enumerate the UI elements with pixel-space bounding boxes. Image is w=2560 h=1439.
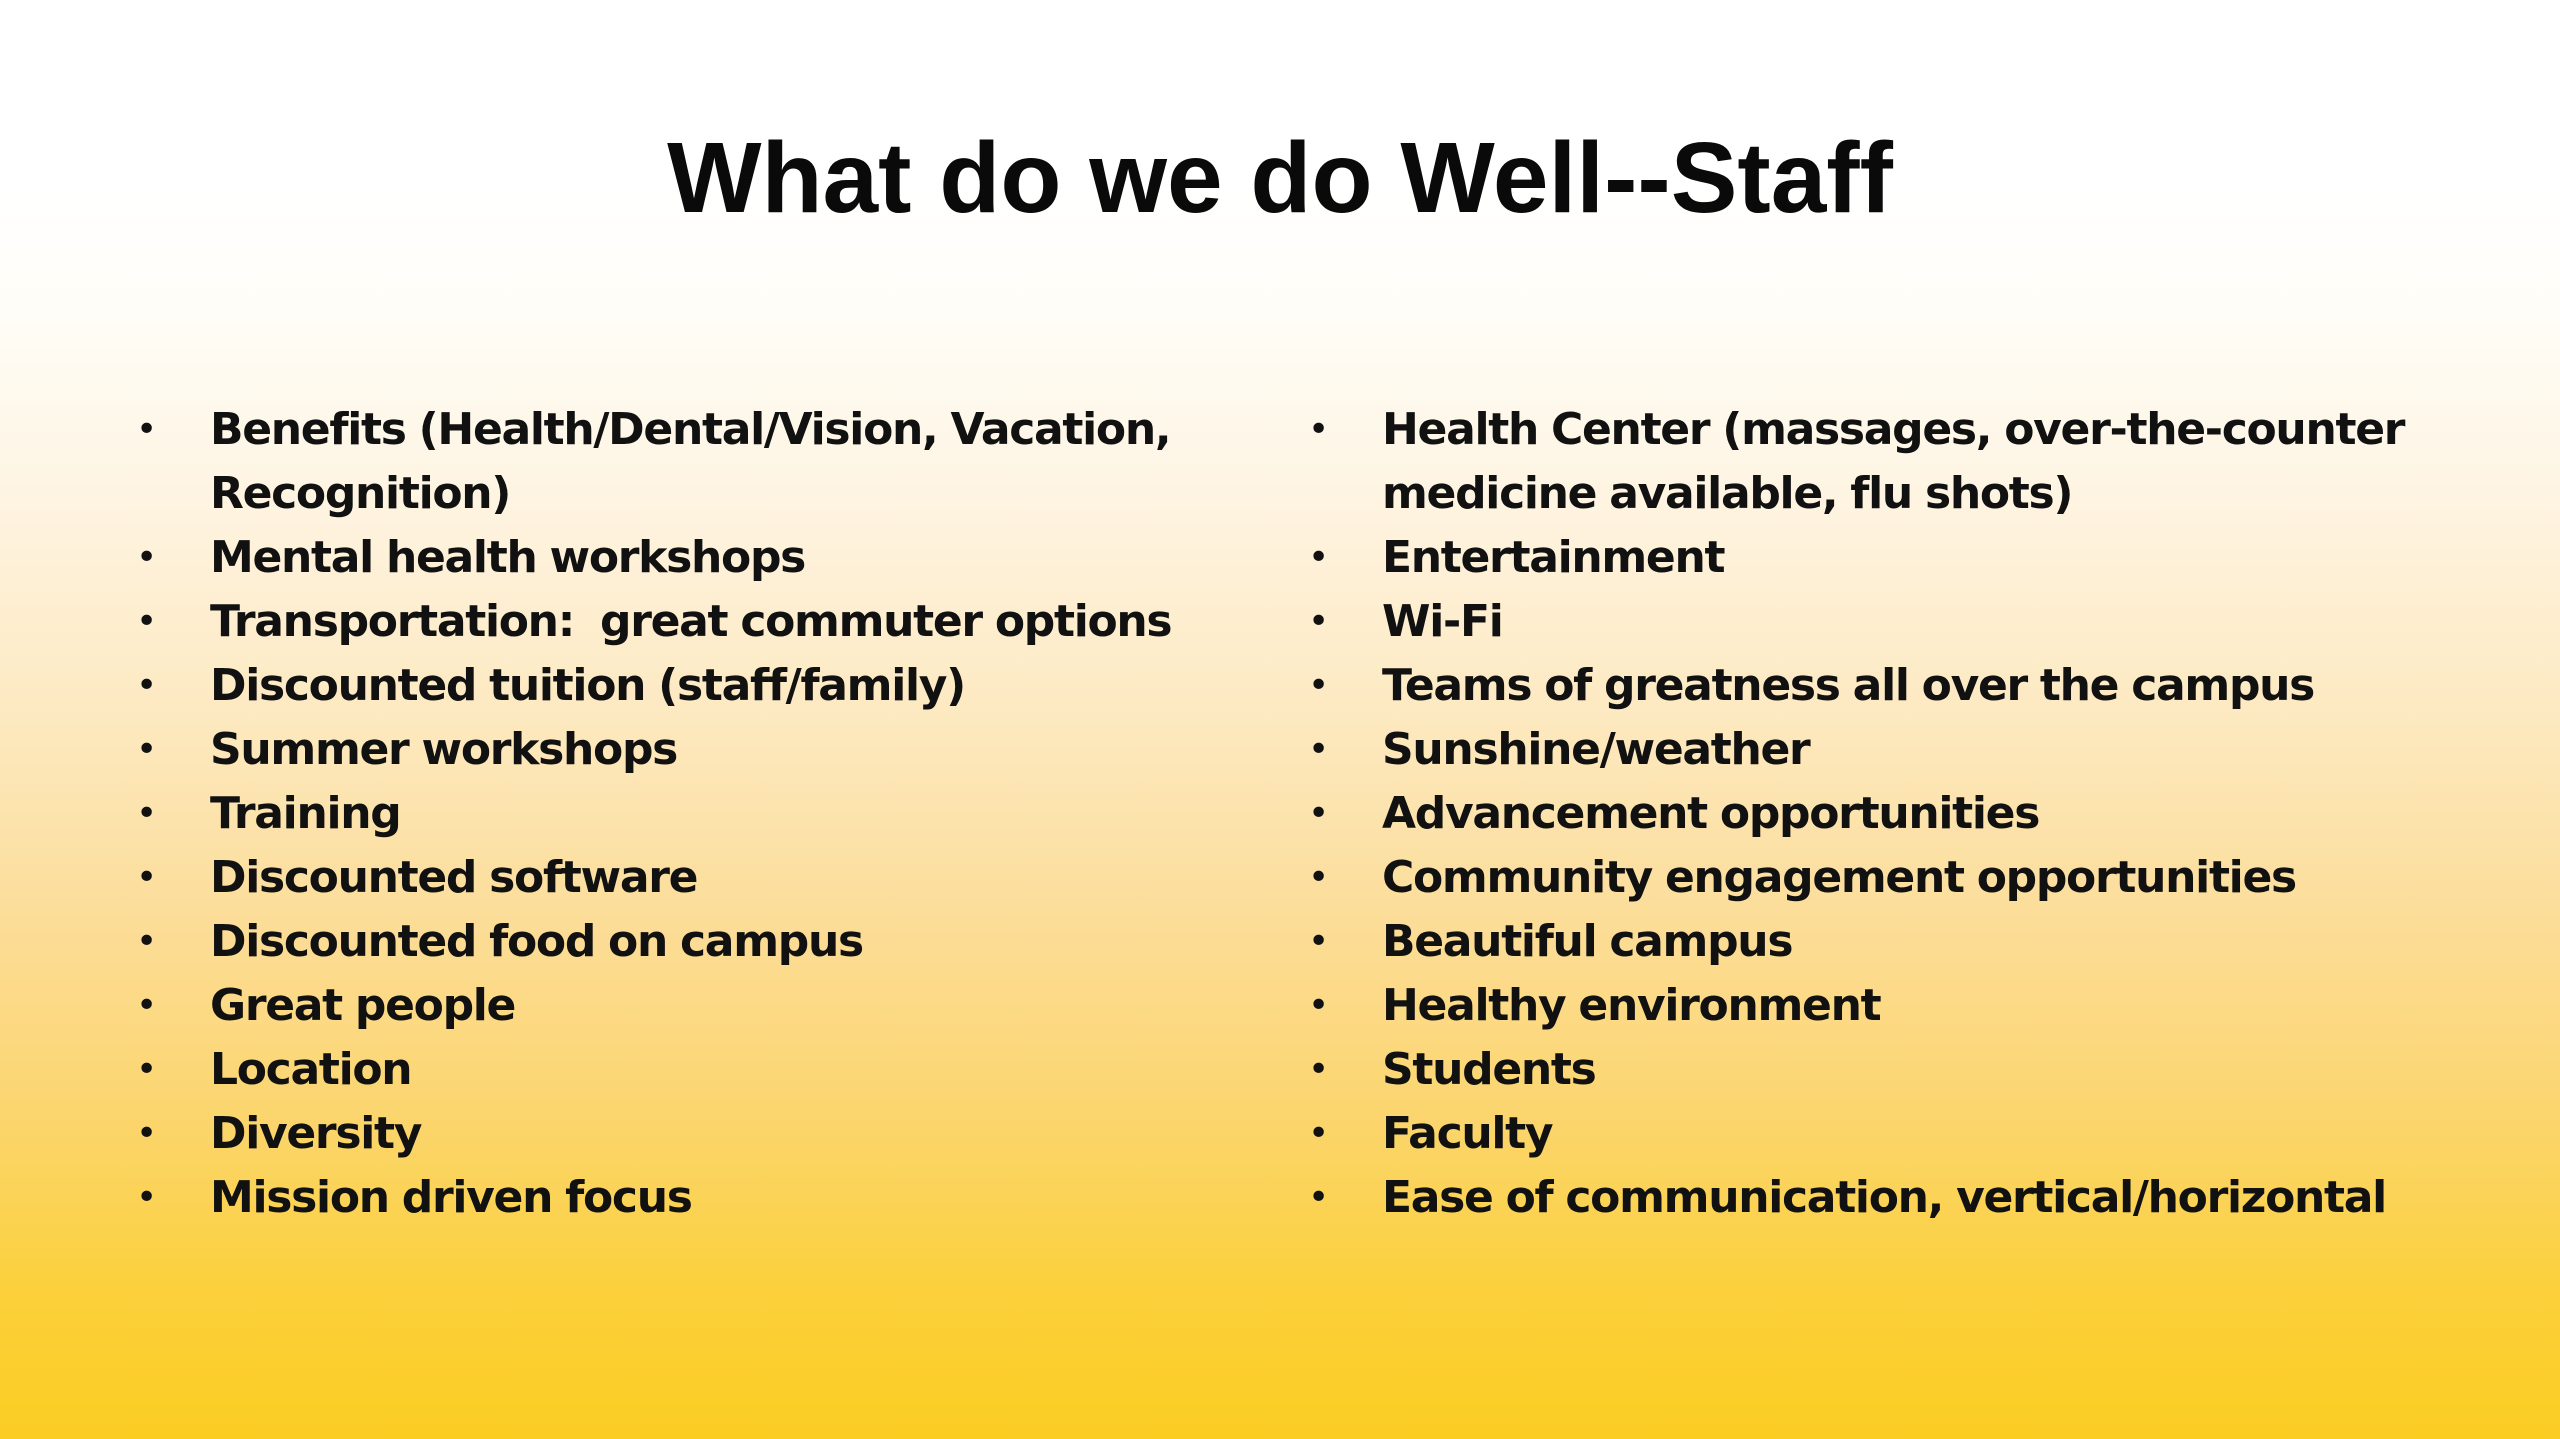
list-item-text: Wi-Fi: [1382, 596, 1503, 647]
list-item-text: Benefits (Health/Dental/Vision, Vacation, Recognition): [210, 404, 1171, 519]
list-item: [128, 782, 1308, 846]
bullet-icon: •: [1308, 665, 1328, 706]
bullet-icon: •: [1308, 985, 1328, 1026]
list-item-text: Entertainment: [1382, 532, 1725, 583]
list-item-text: Ease of communication, vertical/horizontal: [1382, 1172, 2386, 1223]
bullet-icon: •: [1308, 857, 1328, 898]
list-item-text: Discounted software: [210, 852, 698, 903]
list-item: [128, 654, 1308, 718]
list-item-text: Sunshine/weather: [1382, 724, 1810, 775]
bullet-icon: •: [136, 1113, 156, 1154]
list-item: [1300, 654, 2530, 718]
bullet-icon: •: [1308, 409, 1328, 450]
bullet-icon: •: [1308, 1177, 1328, 1218]
list-item: [1300, 1166, 2530, 1230]
left-bullet-list: [128, 398, 1308, 1230]
bullet-icon: •: [136, 793, 156, 834]
bullet-icon: •: [136, 537, 156, 578]
list-item: [1300, 1038, 2530, 1102]
list-item-text: Community engagement opportunities: [1382, 852, 2296, 903]
list-item: [1300, 718, 2530, 782]
list-item: [128, 526, 1308, 590]
bullet-icon: •: [1308, 921, 1328, 962]
list-item: [128, 974, 1308, 1038]
bullet-icon: •: [1308, 537, 1328, 578]
list-item: [128, 590, 1308, 654]
list-item-text: Faculty: [1382, 1108, 1553, 1159]
list-item-text: Beautiful campus: [1382, 916, 1793, 967]
list-item: [1300, 782, 2530, 846]
bullet-icon: •: [1308, 1049, 1328, 1090]
bullet-icon: •: [136, 921, 156, 962]
list-item: [128, 718, 1308, 782]
list-item-text: Diversity: [210, 1108, 422, 1159]
list-item-text: Healthy environment: [1382, 980, 1881, 1031]
list-item: [1300, 526, 2530, 590]
bullet-icon: •: [136, 665, 156, 706]
list-item: [1300, 590, 2530, 654]
bullet-icon: •: [136, 409, 156, 450]
list-item: [128, 1166, 1308, 1230]
list-item-text: Students: [1382, 1044, 1596, 1095]
slide-title: What do we do Well--Staff: [667, 122, 1893, 234]
list-item: [1300, 974, 2530, 1038]
list-item-text: Mission driven focus: [210, 1172, 692, 1223]
list-item: [128, 398, 1308, 526]
bullet-icon: •: [1308, 601, 1328, 642]
list-item-text: Great people: [210, 980, 516, 1031]
bullet-icon: •: [136, 1177, 156, 1218]
list-item: [128, 1038, 1308, 1102]
bullet-icon: •: [136, 857, 156, 898]
bullet-icon: •: [136, 601, 156, 642]
list-item-text: Mental health workshops: [210, 532, 806, 583]
list-item-text: Summer workshops: [210, 724, 678, 775]
list-item: [128, 1102, 1308, 1166]
list-item: [1300, 910, 2530, 974]
list-item: [1300, 1102, 2530, 1166]
bullet-icon: •: [136, 985, 156, 1026]
list-item: [1300, 398, 2530, 526]
list-item-text: Teams of greatness all over the campus: [1382, 660, 2315, 711]
list-item-text: Location: [210, 1044, 412, 1095]
list-item: [128, 846, 1308, 910]
bullet-icon: •: [136, 729, 156, 770]
bullet-icon: •: [136, 1049, 156, 1090]
list-item-text: Discounted food on campus: [210, 916, 863, 967]
list-item-text: Discounted tuition (staff/family): [210, 660, 965, 711]
bullet-icon: •: [1308, 793, 1328, 834]
list-item: [128, 910, 1308, 974]
right-bullet-list: [1300, 398, 2530, 1230]
bullet-icon: •: [1308, 729, 1328, 770]
list-item-text: Transportation: great commuter options: [210, 596, 1172, 647]
list-item-text: Training: [210, 788, 401, 839]
list-item: [1300, 846, 2530, 910]
list-item-text: Advancement opportunities: [1382, 788, 2040, 839]
bullet-icon: •: [1308, 1113, 1328, 1154]
list-item-text: Health Center (massages, over-the-counter medicine available, flu shots): [1382, 404, 2405, 519]
